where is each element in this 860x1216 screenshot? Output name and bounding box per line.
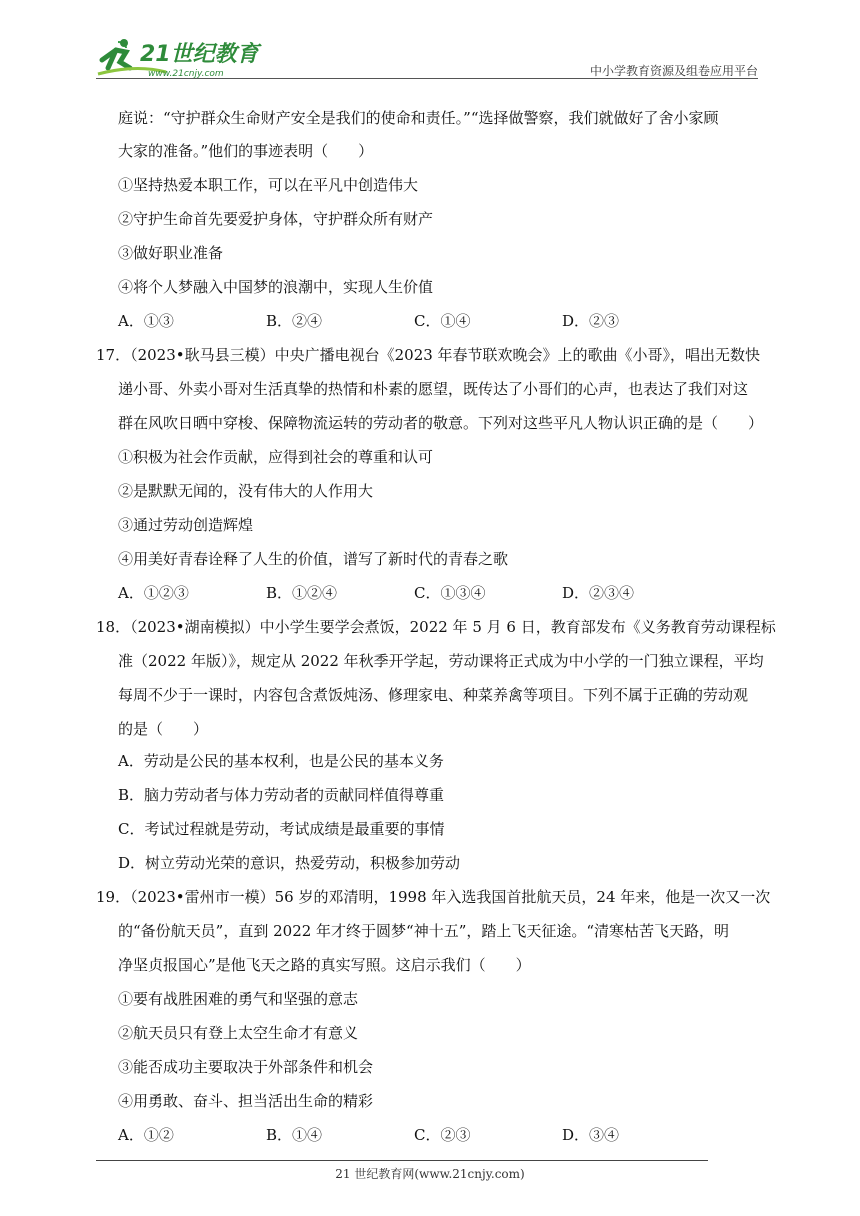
- q17-option-b: B．①②④: [266, 584, 338, 602]
- q16-stem-line-2: 大家的准备。”他们的事迹表明（ ）: [118, 142, 374, 160]
- page-header: [96, 34, 758, 80]
- q19-stem-line-3: 净坚贞报国心”是他飞天之路的真实写照。这启示我们（ ）: [118, 956, 531, 974]
- q19-option-a: A．①②: [118, 1126, 174, 1144]
- header-divider: [96, 78, 758, 79]
- q17-option-a: A．①②③: [118, 584, 189, 602]
- q18-choice-a: A．劳动是公民的基本权利，也是公民的基本义务: [118, 752, 444, 770]
- q19-item-1: ①要有战胜困难的勇气和坚强的意志: [118, 990, 359, 1008]
- q18-stem-line-3: 每周不少于一课时，内容包含煮饭炖汤、修理家电、种菜养禽等项目。下列不属于正确的劳动观: [118, 686, 749, 704]
- q16-option-b: B．②④: [266, 312, 323, 330]
- footer-divider: [96, 1160, 708, 1161]
- q17-stem-line-3: 群在风吹日晒中穿梭、保障物流运转的劳动者的敬意。下列对这些平凡人物认识正确的是（ ）: [118, 414, 764, 432]
- q16-option-c: C．①④: [414, 312, 471, 330]
- q18-choice-c: C．考试过程就是劳动，考试成绩是最重要的事情: [118, 820, 445, 838]
- q17-option-d: D．②③④: [562, 584, 635, 602]
- q16-option-a: A．①③: [118, 312, 174, 330]
- q18-stem-line-4: 的是（ ）: [118, 720, 209, 738]
- svg-text:www.21cnjy.com: www.21cnjy.com: [148, 69, 224, 79]
- q17-stem-line-2: 递小哥、外卖小哥对生活真挚的热情和朴素的愿望，既传达了小哥们的心声，也表达了我们对这: [118, 380, 749, 398]
- q16-stem-line-1: 庭说：“守护群众生命财产安全是我们的使命和责任。”“选择做警察，我们就做好了舍小家顾: [118, 109, 719, 127]
- svg-text:21世纪教育: 21世纪教育: [140, 42, 259, 67]
- platform-title: 中小学教育资源及组卷应用平台: [589, 64, 758, 78]
- page-footer: 21 世纪教育网(www.21cnjy.com): [335, 1167, 525, 1181]
- q16-item-2: ②守护生命首先要爱护身体，守护群众所有财产: [118, 210, 434, 228]
- q19-stem-line-1: 19．（2023•雷州市一模）56 岁的邓清明，1998 年入选我国首批航天员，24 年来，他是一次又一次: [96, 888, 771, 906]
- q17-item-3: ③通过劳动创造辉煌: [118, 516, 254, 534]
- site-logo: [96, 34, 286, 80]
- q19-option-c: C．②③: [414, 1126, 471, 1144]
- q17-option-c: C．①③④: [414, 584, 486, 602]
- q19-option-d: D．③④: [562, 1126, 620, 1144]
- q18-choice-d: D．树立劳动光荣的意识，热爱劳动，积极参加劳动: [118, 854, 461, 872]
- q18-choice-b: B．脑力劳动者与体力劳动者的贡献同样值得尊重: [118, 786, 445, 804]
- q17-item-4: ④用美好青春诠释了人生的价值，谱写了新时代的青春之歌: [118, 550, 509, 568]
- q17-item-2: ②是默默无闻的，没有伟大的人作用大: [118, 482, 374, 500]
- q16-option-d: D．②③: [562, 312, 620, 330]
- logo-runner-icon: [96, 34, 286, 80]
- q19-option-b: B．①④: [266, 1126, 323, 1144]
- q16-item-3: ③做好职业准备: [118, 244, 224, 262]
- q16-item-4: ④将个人梦融入中国梦的浪潮中，实现人生价值: [118, 278, 434, 296]
- q16-item-1: ①坚持热爱本职工作，可以在平凡中创造伟大: [118, 176, 419, 194]
- q18-stem-line-1: 18．（2023•湖南模拟）中小学生要学会煮饭，2022 年 5 月 6 日，教育部发布《义务教育劳动课程标: [96, 618, 776, 636]
- q18-stem-line-2: 准（2022 年版）》，规定从 2022 年秋季开学起，劳动课将正式成为中小学的一门独立课程，平均: [118, 652, 764, 670]
- q19-item-2: ②航天员只有登上太空生命才有意义: [118, 1024, 359, 1042]
- q19-item-3: ③能否成功主要取决于外部条件和机会: [118, 1058, 374, 1076]
- q17-item-1: ①积极为社会作贡献，应得到社会的尊重和认可: [118, 448, 434, 466]
- q19-stem-line-2: 的“备份航天员”，直到 2022 年才终于圆梦“神十五”，踏上飞天征途。“清寒枯苦飞天路，明: [118, 922, 730, 940]
- q17-stem-line-1: 17．（2023•耿马县三模）中央广播电视台《2023 年春节联欢晚会》上的歌曲《小哥》，唱出无数快: [96, 346, 761, 364]
- q19-item-4: ④用勇敢、奋斗、担当活出生命的精彩: [118, 1092, 374, 1110]
